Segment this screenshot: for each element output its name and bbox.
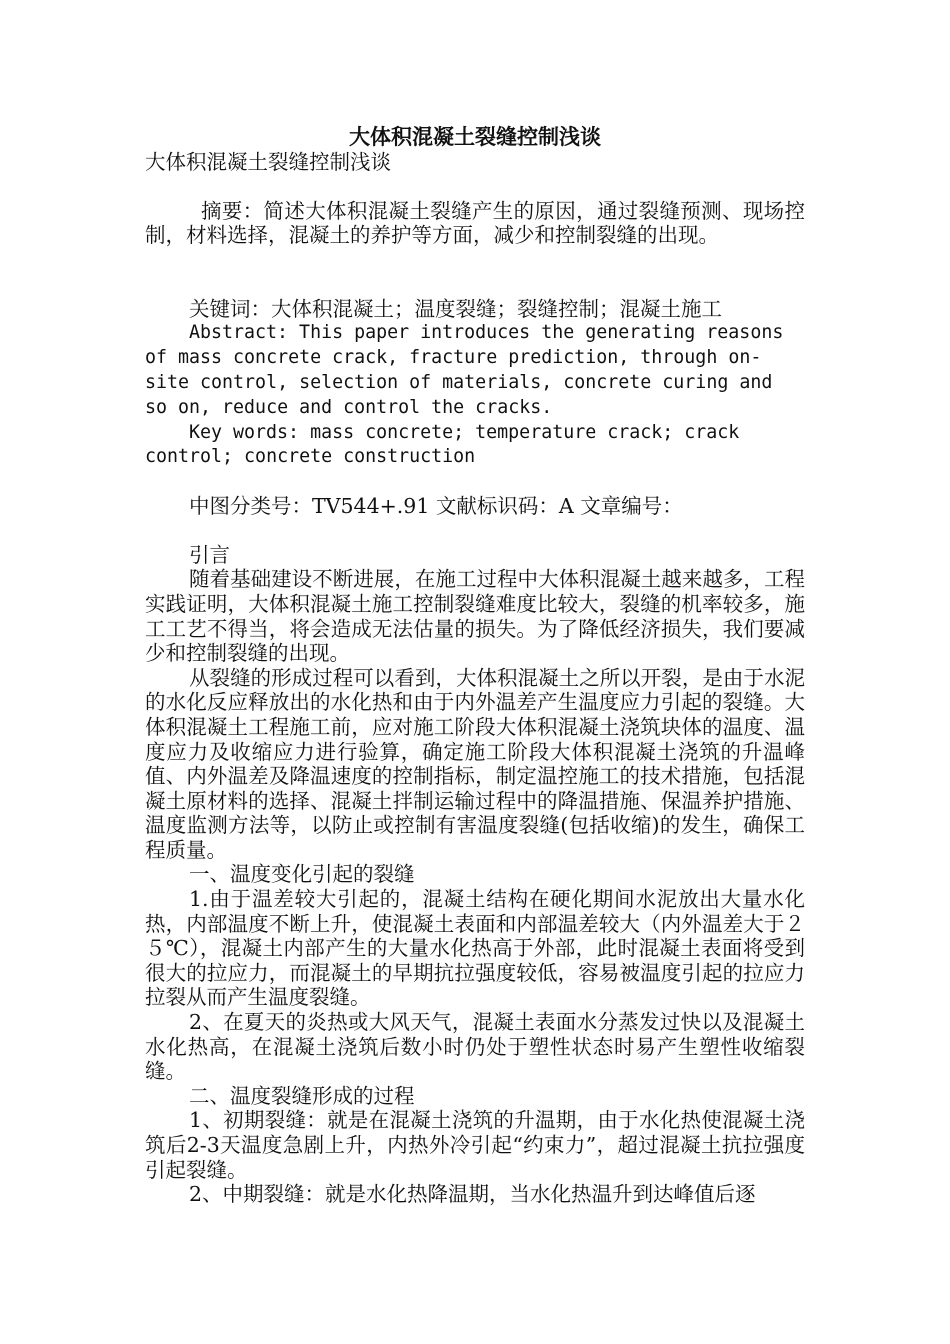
document-subtitle: 大体积混凝土裂缝控制浅谈: [145, 150, 391, 174]
classification-line: 中图分类号：TV544+.91 文献标识码：A 文章编号：: [189, 494, 683, 519]
section-paragraph: 1.由于温差较大引起的，混凝土结构在硬化期间水泥放出大量水化热，内部温度不断上升，使混凝土表面和内部温差较大（内外温差大于２５℃），混凝土内部产生的大量水化热高于外部，此时混凝土表面将受到很大的拉应力，而混凝土的早期抗拉强度较低，容易被温度引起的拉应力拉裂从而产生温度裂缝。: [145, 887, 805, 1010]
spacer: [145, 248, 805, 297]
section-paragraph: 2、在夏天的炎热或大风天气，混凝土表面水分蒸发过快以及混凝土水化热高，在混凝土浇筑后数小时仍处于塑性状态时易产生塑性收缩裂缝。: [145, 1010, 805, 1084]
section-paragraph: 1、初期裂缝：就是在混凝土浇筑的升温期，由于水化热使混凝土浇筑后2-3天温度急剧上升，内热外冷引起“约束力”，超过混凝土抗拉强度引起裂缝。: [145, 1108, 805, 1182]
document-title: 大体积混凝土裂缝控制浅谈: [349, 124, 601, 149]
abstract-en: Abstract: This paper introduces the generating reasons of mass concrete crack, fracture prediction, through on-site control, selection of materials, concrete curing and so on, reduce and control the cracks.: [145, 322, 784, 418]
intro-heading: 引言: [189, 542, 230, 567]
section-heading: 一、温度变化引起的裂缝: [189, 862, 415, 887]
intro-paragraph: 随着基础建设不断进展，在施工过程中大体积混凝土越来越多，工程实践证明，大体积混凝土施工控制裂缝难度比较大，裂缝的机率较多，施工工艺不得当，将会造成无法估量的损失。为了降低经济损失，我们要减少和控制裂缝的出现。: [145, 567, 805, 666]
intro-paragraph: 从裂缝的形成过程可以看到，大体积混凝土之所以开裂，是由于水泥的水化反应释放出的水化热和由于内外温差产生温度应力引起的裂缝。大体积混凝土工程施工前，应对施工阶段大体积混凝土浇筑块体的温度、温度应力及收缩应力进行验算，确定施工阶段大体积混凝土浇筑的升温峰值、内外温差及降温速度的控制指标，制定温控施工的技术措施，包括混凝土原材料的选择、混凝土拌制运输过程中的降温措施、保温养护措施、温度监测方法等，以防止或控制有害温度裂缝(包括收缩)的发生，确保工程质量。: [145, 665, 805, 862]
document-body: [145, 150, 805, 1207]
spacer: [145, 175, 805, 199]
keywords-cn: 关键词：大体积混凝土；温度裂缝；裂缝控制；混凝土施工: [189, 296, 722, 321]
keywords-en: Key words: mass concrete; temperature crack; crack control; concrete construction: [145, 421, 740, 468]
abstract-cn: 摘要：简述大体积混凝土裂缝产生的原因，通过裂缝预测、现场控制，材料选择，混凝土的养护等方面，减少和控制裂缝的出现。: [145, 198, 805, 248]
spacer: [145, 470, 805, 494]
section-heading: 二、温度裂缝形成的过程: [189, 1083, 415, 1108]
section-paragraph: 2、中期裂缝：就是水化热降温期，当水化热温升到达峰值后逐: [189, 1182, 756, 1207]
spacer: [145, 519, 805, 543]
